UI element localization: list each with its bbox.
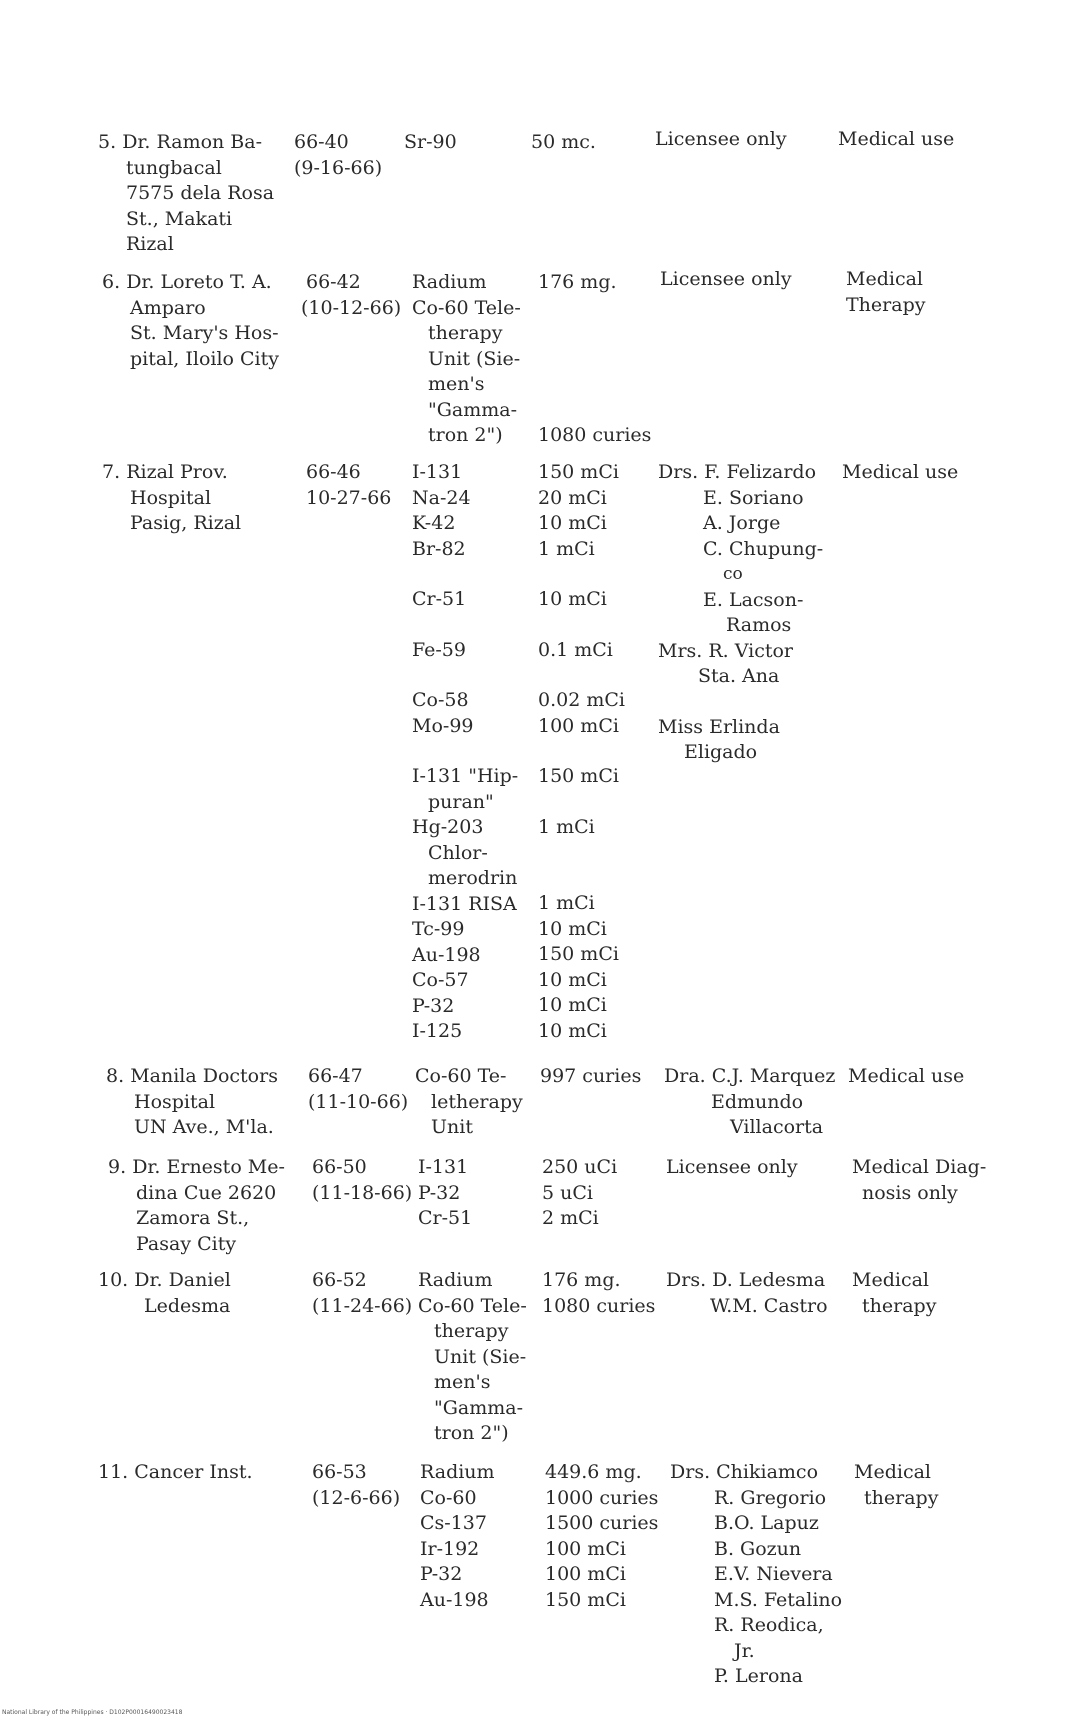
- licensee-line: 9. Dr. Ernesto Me-: [108, 1156, 285, 1178]
- user-cell: [655, 127, 835, 153]
- quantity: 1000 curies: [545, 1486, 659, 1509]
- quantity: 10 mCi: [538, 1019, 607, 1042]
- quantity: 50 mc.: [531, 131, 596, 153]
- licensee-line: St. Mary's Hos-: [130, 322, 279, 344]
- license-number: 66-42: [306, 271, 361, 293]
- licensee-cell: [98, 130, 288, 258]
- user: E. Lacson-: [703, 588, 804, 611]
- purpose: Medical: [852, 1269, 929, 1291]
- user: R. Gregorio: [714, 1486, 827, 1509]
- user: P. Lerona: [714, 1665, 803, 1687]
- purpose: Medical: [854, 1461, 931, 1483]
- purpose: nosis only: [862, 1181, 958, 1204]
- isotope: I-131: [412, 461, 463, 483]
- quantity: 10 mCi: [538, 512, 607, 534]
- user: Licensee only: [660, 268, 792, 290]
- user: Miss Erlinda: [658, 715, 780, 738]
- licensee-line: 7575 dela Rosa: [126, 182, 275, 204]
- licensee-line: 5. Dr. Ramon Ba-: [98, 131, 263, 153]
- quantity: 0.1 mCi: [538, 638, 613, 661]
- user-cell: [666, 1155, 846, 1181]
- quantity: 1 mCi: [538, 537, 595, 560]
- purpose-cell: [852, 1155, 1002, 1206]
- isotope: Au-198: [412, 943, 481, 966]
- user: R. Reodica,: [714, 1614, 824, 1636]
- purpose-cell: [848, 1064, 998, 1090]
- isotope: Co-60 Tele-: [412, 296, 521, 319]
- user: Dra. C.J. Marquez: [664, 1065, 836, 1087]
- user-cell: [666, 1268, 846, 1319]
- archive-footer: National Library of the Philippines · D102P00016490023418: [2, 1709, 183, 1716]
- quantity: 150 mCi: [538, 765, 619, 787]
- license-cell: [312, 1268, 420, 1319]
- user: B.O. Lapuz: [714, 1512, 819, 1534]
- isotope-continuation: therapy: [434, 1320, 509, 1342]
- user: M.S. Fetalino: [714, 1588, 843, 1611]
- isotope-continuation: letherapy: [431, 1090, 523, 1113]
- licensee-line: 7. Rizal Prov.: [102, 461, 228, 483]
- licensee-line: Pasig, Rizal: [130, 512, 242, 534]
- purpose-cell: [838, 127, 988, 153]
- license-date: (11-18-66): [312, 1181, 413, 1204]
- isotope: Hg-203: [412, 816, 484, 838]
- isotope-cell: [412, 270, 536, 449]
- purpose: Therapy: [846, 293, 926, 316]
- licensee-line: pital, Iloilo City: [130, 347, 279, 370]
- isotope-continuation: therapy: [428, 322, 503, 344]
- licensee-line: 6. Dr. Loreto T. A.: [102, 271, 272, 293]
- user-continuation: Eligado: [684, 741, 758, 763]
- isotope-cell: [412, 460, 536, 1045]
- isotope: Cr-51: [412, 588, 467, 610]
- quantity: 1 mCi: [538, 815, 595, 838]
- licensee-cell: [98, 1460, 288, 1486]
- isotope: Co-60 Te-: [415, 1065, 507, 1087]
- licensee-cell: [106, 1064, 296, 1141]
- user: B. Gozun: [714, 1537, 802, 1560]
- user: C. Chupung-: [703, 537, 824, 560]
- license-date: 10-27-66: [306, 486, 392, 509]
- licensee-line: dina Cue 2620: [136, 1181, 277, 1204]
- user: Drs. D. Ledesma: [666, 1269, 826, 1291]
- isotope: Na-24: [412, 486, 471, 509]
- purpose-cell: [846, 267, 996, 318]
- license-cell: [294, 130, 402, 181]
- isotope: Fe-59: [412, 638, 466, 661]
- license-date: (10-12-66): [301, 296, 402, 319]
- license-cell: [312, 1460, 420, 1511]
- license-number: 66-53: [312, 1461, 367, 1483]
- isotope: Au-198: [420, 1588, 489, 1611]
- licensee-cell: [108, 1155, 298, 1257]
- isotope-continuation: tron 2"): [434, 1422, 509, 1444]
- purpose-cell: [854, 1460, 1004, 1511]
- user: E.V. Nievera: [714, 1563, 833, 1585]
- isotope-continuation: puran": [428, 790, 494, 813]
- isotope: Radium: [412, 271, 487, 293]
- isotope: Co-57: [412, 969, 469, 991]
- isotope-cell: [418, 1268, 542, 1447]
- isotope: K-42: [412, 512, 456, 534]
- quantity-cell: [545, 1460, 675, 1613]
- user: Drs. Chikiamco: [670, 1461, 819, 1483]
- user: Villacorta: [730, 1116, 824, 1138]
- licensee-line: 8. Manila Doctors: [106, 1065, 278, 1087]
- isotope: Tc-99: [412, 918, 465, 940]
- isotope: I-131 "Hip-: [412, 765, 519, 787]
- licensee-line: UN Ave., M'la.: [134, 1116, 274, 1138]
- user: E. Soriano: [703, 486, 804, 509]
- isotope: Co-60: [420, 1486, 477, 1509]
- quantity-cell: [538, 460, 668, 1044]
- isotope-cell: [418, 1155, 542, 1232]
- purpose-cell: [852, 1268, 1002, 1319]
- licensee-cell: [98, 1268, 288, 1319]
- licensee-cell: [102, 270, 292, 372]
- quantity: 449.6 mg.: [545, 1461, 642, 1483]
- quantity: 10 mCi: [538, 588, 607, 610]
- quantity: 2 mCi: [542, 1207, 599, 1229]
- isotope: Cs-137: [420, 1512, 487, 1534]
- quantity: 250 uCi: [542, 1156, 618, 1178]
- quantity: 5 uCi: [542, 1181, 593, 1204]
- quantity: 0.02 mCi: [538, 689, 625, 711]
- purpose: Medical Diag-: [852, 1156, 987, 1178]
- quantity-cell: [542, 1268, 672, 1319]
- quantity: 150 mCi: [545, 1588, 626, 1611]
- quantity: 100 mCi: [545, 1537, 626, 1560]
- isotope: Sr-90: [404, 131, 457, 153]
- isotope-continuation: "Gamma-: [434, 1396, 524, 1419]
- license-number: 66-40: [294, 131, 349, 153]
- isotope-continuation: merodrin: [428, 867, 518, 889]
- license-cell: [312, 1155, 420, 1206]
- quantity: 176 mg.: [538, 271, 617, 293]
- quantity: 1080 curies: [542, 1294, 656, 1317]
- user-continuation: co: [723, 564, 743, 584]
- isotope: Co-60 Tele-: [418, 1294, 527, 1317]
- license-number: 66-50: [312, 1156, 367, 1178]
- user: Mrs. R. Victor: [658, 639, 794, 662]
- license-number: 66-47: [308, 1065, 363, 1087]
- isotope: Cr-51: [418, 1207, 473, 1229]
- user-cell: [660, 267, 840, 293]
- isotope-continuation: men's: [434, 1371, 491, 1393]
- purpose: Medical use: [838, 128, 955, 150]
- isotope: Ir-192: [420, 1537, 480, 1560]
- quantity: 1080 curies: [538, 423, 652, 446]
- quantity: 100 mCi: [538, 714, 619, 737]
- user-continuation: Jr.: [734, 1639, 755, 1662]
- isotope-continuation: men's: [428, 373, 485, 395]
- isotope: P-32: [418, 1181, 461, 1204]
- isotope: P-32: [420, 1563, 463, 1585]
- user: Licensee only: [666, 1156, 798, 1178]
- purpose: Medical use: [842, 461, 959, 483]
- licensee-line: Hospital: [130, 486, 212, 509]
- user-cell: [670, 1460, 850, 1690]
- isotope: Mo-99: [412, 714, 474, 737]
- quantity-cell: [538, 270, 668, 448]
- user: W.M. Castro: [710, 1294, 828, 1317]
- license-cell: [306, 460, 414, 511]
- isotope: I-131 RISA: [412, 892, 517, 915]
- licensee-line: Amparo: [130, 296, 206, 319]
- license-number: 66-46: [306, 461, 361, 483]
- isotope-cell: [415, 1064, 539, 1141]
- isotope: I-131: [418, 1156, 469, 1178]
- purpose: therapy: [862, 1294, 937, 1317]
- user: Edmundo: [711, 1090, 804, 1113]
- purpose: Medical use: [848, 1065, 965, 1087]
- isotope-continuation: tron 2"): [428, 424, 503, 446]
- isotope-cell: [420, 1460, 544, 1613]
- license-cell: [301, 270, 414, 321]
- quantity: 150 mCi: [538, 943, 619, 965]
- isotope-continuation: Unit (Sie-: [428, 347, 521, 370]
- licensee-line: Zamora St.,: [136, 1207, 250, 1229]
- license-date: (11-24-66): [312, 1294, 413, 1317]
- quantity: 10 mCi: [538, 917, 607, 940]
- purpose: therapy: [864, 1486, 939, 1509]
- isotope-cell: [404, 130, 528, 156]
- license-date: (9-16-66): [294, 156, 383, 179]
- user: Drs. F. Felizardo: [658, 461, 817, 483]
- licensee-line: Hospital: [134, 1090, 216, 1113]
- licensee-line: Pasay City: [136, 1232, 237, 1255]
- quantity-cell: [540, 1064, 670, 1090]
- isotope-continuation: Unit (Sie-: [434, 1345, 527, 1368]
- licensee-line: 10. Dr. Daniel: [98, 1269, 231, 1291]
- quantity: 100 mCi: [545, 1563, 626, 1585]
- licensee-cell: [102, 460, 292, 537]
- isotope: P-32: [412, 994, 455, 1017]
- quantity: 150 mCi: [538, 461, 619, 483]
- quantity: 1 mCi: [538, 892, 595, 914]
- user: Licensee only: [655, 128, 787, 150]
- user-continuation: Sta. Ana: [698, 665, 780, 687]
- isotope: Co-58: [412, 689, 469, 711]
- licensee-line: Rizal: [126, 233, 174, 255]
- license-cell: [308, 1064, 416, 1115]
- license-number: 66-52: [312, 1269, 367, 1291]
- isotope-continuation: Unit: [431, 1116, 473, 1138]
- quantity-cell: [531, 130, 661, 156]
- isotope: I-125: [412, 1020, 463, 1042]
- license-date: (12-6-66): [312, 1486, 401, 1509]
- purpose: Medical: [846, 268, 923, 290]
- user-cell: [664, 1064, 844, 1141]
- isotope-continuation: Chlor-: [428, 841, 488, 864]
- isotope: Br-82: [412, 537, 466, 560]
- quantity: 176 mg.: [542, 1269, 621, 1291]
- license-date: (11-10-66): [308, 1090, 409, 1113]
- licensee-line: tungbacal: [126, 156, 222, 179]
- licensee-line: 11. Cancer Inst.: [98, 1461, 253, 1483]
- quantity-cell: [542, 1155, 672, 1232]
- licensee-line: Ledesma: [144, 1294, 231, 1317]
- quantity: 1500 curies: [545, 1512, 659, 1534]
- user: A. Jorge: [703, 512, 781, 534]
- user-cell: [658, 460, 838, 766]
- quantity: 997 curies: [540, 1065, 642, 1087]
- purpose-cell: [842, 460, 992, 486]
- quantity: 10 mCi: [538, 994, 607, 1016]
- quantity: 10 mCi: [538, 968, 607, 991]
- isotope-continuation: "Gamma-: [428, 398, 518, 421]
- quantity: 20 mCi: [538, 486, 607, 509]
- isotope: Radium: [418, 1269, 493, 1291]
- licensee-line: St., Makati: [126, 207, 233, 230]
- user-continuation: Ramos: [726, 614, 792, 636]
- isotope: Radium: [420, 1461, 495, 1483]
